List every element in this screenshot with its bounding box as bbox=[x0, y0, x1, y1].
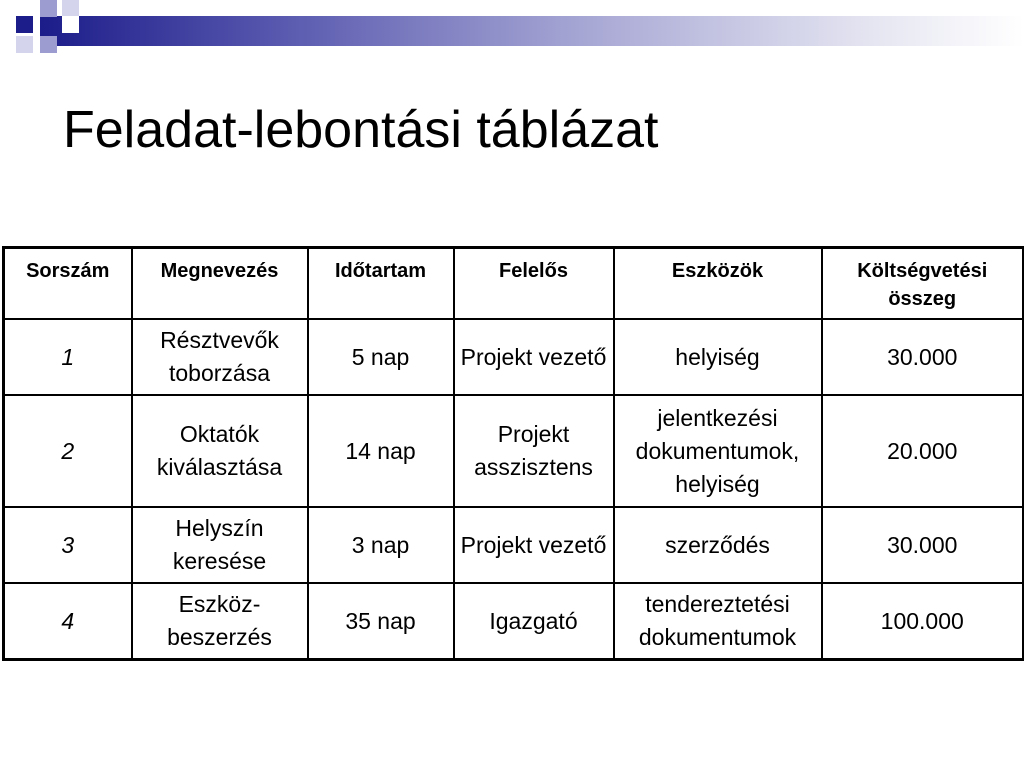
header-felelos bbox=[454, 248, 614, 320]
cell-eszkozok: szerződés bbox=[614, 507, 822, 583]
header-label: Időtartam bbox=[334, 260, 427, 282]
header-label: Eszközök bbox=[671, 260, 764, 282]
cell-felelos: Igazgató bbox=[454, 583, 614, 660]
cell-felelos: Projekt vezető bbox=[454, 507, 614, 583]
cell-koltseg: 30.000 bbox=[822, 319, 1024, 395]
cell-sorszam: 3 bbox=[4, 507, 132, 583]
cell-megnevezes: Eszköz-beszerzés bbox=[132, 583, 308, 660]
table-row bbox=[4, 583, 1024, 660]
header-sorszam bbox=[4, 248, 132, 320]
cell-koltseg: 30.000 bbox=[822, 507, 1024, 583]
decorative-square bbox=[62, 0, 79, 17]
cell-eszkozok: helyiség bbox=[614, 319, 822, 395]
cell-idotartam: 35 nap bbox=[308, 583, 454, 660]
decorative-square bbox=[16, 36, 33, 53]
header-label: Költségvetési összeg bbox=[857, 260, 988, 310]
slide-title: Feladat-lebontási táblázat bbox=[63, 101, 659, 159]
task-breakdown-table-wrapper bbox=[2, 246, 1022, 661]
cell-koltseg: 20.000 bbox=[822, 395, 1024, 507]
cell-idotartam: 3 nap bbox=[308, 507, 454, 583]
header-eszkozok bbox=[614, 248, 822, 320]
header-gradient-strip bbox=[40, 16, 1024, 46]
header-label: Felelős bbox=[499, 260, 568, 282]
decorative-square bbox=[16, 16, 33, 33]
cell-felelos: Projekt asszisztens bbox=[454, 395, 614, 507]
table-row bbox=[4, 507, 1024, 583]
decorative-square bbox=[40, 0, 57, 17]
cell-idotartam: 5 nap bbox=[308, 319, 454, 395]
header-megnevezes bbox=[132, 248, 308, 320]
header-idotartam bbox=[308, 248, 454, 320]
cell-megnevezes: Helyszín keresése bbox=[132, 507, 308, 583]
cell-idotartam: 14 nap bbox=[308, 395, 454, 507]
decorative-square bbox=[40, 36, 57, 53]
header-label: Megnevezés bbox=[160, 260, 279, 282]
cell-megnevezes: Résztvevők toborzása bbox=[132, 319, 308, 395]
task-breakdown-table bbox=[2, 246, 1024, 661]
decorative-header-bar bbox=[0, 0, 1024, 48]
cell-megnevezes: Oktatók kiválasztása bbox=[132, 395, 308, 507]
decorative-square bbox=[62, 16, 79, 33]
cell-sorszam: 2 bbox=[4, 395, 132, 507]
table-row bbox=[4, 319, 1024, 395]
table-row bbox=[4, 395, 1024, 507]
cell-sorszam: 4 bbox=[4, 583, 132, 660]
cell-felelos: Projekt vezető bbox=[454, 319, 614, 395]
header-label: Sorszám bbox=[26, 260, 110, 282]
header-koltsegvetesi-osszeg bbox=[822, 248, 1024, 320]
cell-sorszam: 1 bbox=[4, 319, 132, 395]
cell-koltseg: 100.000 bbox=[822, 583, 1024, 660]
cell-eszkozok: tendereztetési dokumentumok bbox=[614, 583, 822, 660]
table-header-row bbox=[4, 248, 1024, 320]
cell-eszkozok: jelentkezési dokumentumok, helyiség bbox=[614, 395, 822, 507]
